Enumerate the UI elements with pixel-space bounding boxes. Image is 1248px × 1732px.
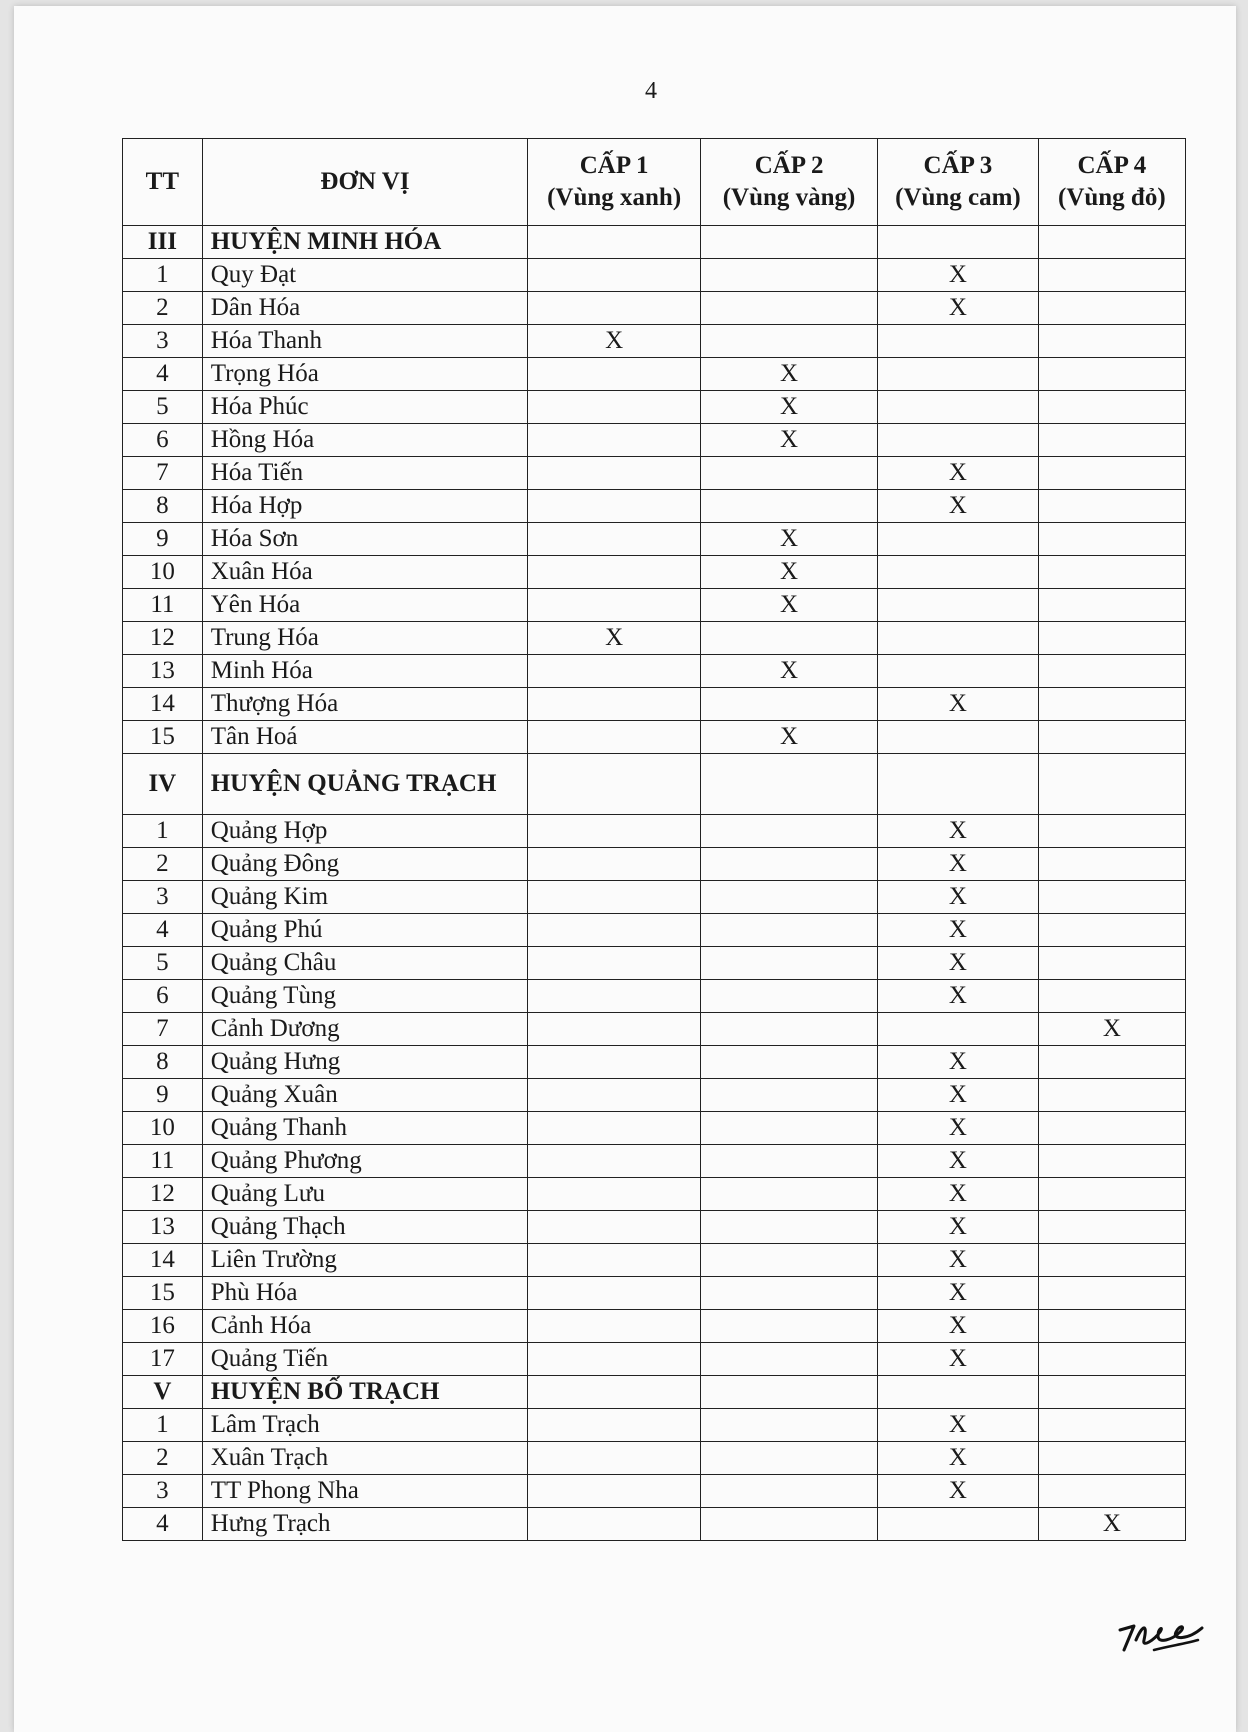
level-mark: X	[528, 325, 701, 358]
table-row	[123, 947, 1186, 980]
unit-level-table	[122, 138, 1186, 1541]
empty-cell	[528, 1475, 701, 1508]
empty-cell	[878, 226, 1039, 259]
empty-cell	[528, 1310, 701, 1343]
level-mark: X	[878, 1145, 1039, 1178]
row-number: 14	[123, 688, 203, 721]
empty-cell	[1038, 259, 1185, 292]
unit-name: Xuân Trạch	[202, 1442, 528, 1475]
unit-name: Quảng Hợp	[202, 815, 528, 848]
level-mark: X	[700, 721, 877, 754]
empty-cell	[528, 358, 701, 391]
empty-cell	[1038, 1145, 1185, 1178]
empty-cell	[528, 881, 701, 914]
empty-cell	[528, 424, 701, 457]
level-mark: X	[878, 1409, 1039, 1442]
row-number: 12	[123, 1178, 203, 1211]
row-number: 4	[123, 914, 203, 947]
empty-cell	[1038, 1178, 1185, 1211]
empty-cell	[528, 1211, 701, 1244]
table-row	[123, 688, 1186, 721]
level-mark: X	[878, 848, 1039, 881]
empty-cell	[700, 881, 877, 914]
table-row	[123, 1079, 1186, 1112]
level-mark: X	[878, 1211, 1039, 1244]
empty-cell	[878, 1013, 1039, 1046]
unit-name: Liên Trường	[202, 1244, 528, 1277]
level-mark: X	[878, 815, 1039, 848]
row-number: 4	[123, 1508, 203, 1541]
empty-cell	[700, 1244, 877, 1277]
row-number: 6	[123, 980, 203, 1013]
empty-cell	[528, 688, 701, 721]
unit-name: TT Phong Nha	[202, 1475, 528, 1508]
row-number: 2	[123, 1442, 203, 1475]
empty-cell	[700, 1013, 877, 1046]
empty-cell	[700, 1112, 877, 1145]
table-row	[123, 914, 1186, 947]
table-row	[123, 622, 1186, 655]
empty-cell	[528, 1046, 701, 1079]
empty-cell	[878, 721, 1039, 754]
header-level-3	[878, 139, 1039, 226]
unit-name: Thượng Hóa	[202, 688, 528, 721]
unit-name: Xuân Hóa	[202, 556, 528, 589]
empty-cell	[528, 259, 701, 292]
empty-cell	[878, 325, 1039, 358]
unit-name: Hóa Hợp	[202, 490, 528, 523]
empty-cell	[1038, 721, 1185, 754]
section-row	[123, 1376, 1186, 1409]
level-mark: X	[878, 457, 1039, 490]
table-row	[123, 1112, 1186, 1145]
empty-cell	[528, 655, 701, 688]
level-mark: X	[1038, 1013, 1185, 1046]
empty-cell	[1038, 754, 1185, 815]
empty-cell	[1038, 490, 1185, 523]
empty-cell	[1038, 1442, 1185, 1475]
empty-cell	[1038, 556, 1185, 589]
empty-cell	[528, 457, 701, 490]
level-mark: X	[700, 358, 877, 391]
unit-name: Dân Hóa	[202, 292, 528, 325]
table-row	[123, 358, 1186, 391]
empty-cell	[1038, 914, 1185, 947]
table-row	[123, 1310, 1186, 1343]
level-mark: X	[700, 655, 877, 688]
section-code: IV	[123, 754, 203, 815]
empty-cell	[1038, 358, 1185, 391]
header-unit: ĐƠN VỊ	[202, 139, 528, 226]
empty-cell	[1038, 622, 1185, 655]
empty-cell	[1038, 1079, 1185, 1112]
unit-name: Quảng Thạch	[202, 1211, 528, 1244]
row-number: 5	[123, 947, 203, 980]
section-code: III	[123, 226, 203, 259]
level-mark: X	[878, 292, 1039, 325]
empty-cell	[700, 1277, 877, 1310]
empty-cell	[528, 490, 701, 523]
empty-cell	[700, 292, 877, 325]
empty-cell	[1038, 688, 1185, 721]
section-title: HUYỆN MINH HÓA	[202, 226, 528, 259]
table-row	[123, 457, 1186, 490]
table-row	[123, 490, 1186, 523]
header-tt: TT	[123, 139, 203, 226]
empty-cell	[528, 914, 701, 947]
empty-cell	[700, 1079, 877, 1112]
empty-cell	[1038, 1409, 1185, 1442]
table-row	[123, 1508, 1186, 1541]
level-mark: X	[878, 1178, 1039, 1211]
unit-name: Quảng Tùng	[202, 980, 528, 1013]
empty-cell	[1038, 424, 1185, 457]
empty-cell	[1038, 1310, 1185, 1343]
empty-cell	[528, 980, 701, 1013]
empty-cell	[528, 226, 701, 259]
empty-cell	[700, 980, 877, 1013]
empty-cell	[1038, 1343, 1185, 1376]
empty-cell	[1038, 848, 1185, 881]
empty-cell	[1038, 1244, 1185, 1277]
row-number: 1	[123, 1409, 203, 1442]
level-mark: X	[878, 1343, 1039, 1376]
unit-name: Quảng Hưng	[202, 1046, 528, 1079]
unit-name: Hưng Trạch	[202, 1508, 528, 1541]
empty-cell	[528, 947, 701, 980]
level-mark: X	[700, 589, 877, 622]
table-row	[123, 259, 1186, 292]
empty-cell	[700, 1343, 877, 1376]
empty-cell	[700, 914, 877, 947]
row-number: 6	[123, 424, 203, 457]
unit-name: Phù Hóa	[202, 1277, 528, 1310]
unit-name: Cảnh Dương	[202, 1013, 528, 1046]
empty-cell	[1038, 523, 1185, 556]
header-level-2-zone: (Vùng vàng)	[722, 184, 856, 211]
empty-cell	[528, 815, 701, 848]
unit-name: Yên Hóa	[202, 589, 528, 622]
empty-cell	[1038, 457, 1185, 490]
empty-cell	[528, 1079, 701, 1112]
header-level-1	[528, 139, 701, 226]
empty-cell	[700, 325, 877, 358]
table-row	[123, 589, 1186, 622]
level-mark: X	[878, 1475, 1039, 1508]
header-level-3-label: CẤP 3	[923, 152, 993, 179]
empty-cell	[700, 622, 877, 655]
empty-cell	[528, 523, 701, 556]
empty-cell	[528, 1508, 701, 1541]
row-number: 14	[123, 1244, 203, 1277]
row-number: 2	[123, 848, 203, 881]
empty-cell	[878, 556, 1039, 589]
level-mark: X	[878, 1244, 1039, 1277]
row-number: 7	[123, 1013, 203, 1046]
empty-cell	[700, 1178, 877, 1211]
empty-cell	[700, 815, 877, 848]
empty-cell	[528, 754, 701, 815]
header-level-2	[700, 139, 877, 226]
table-row	[123, 1145, 1186, 1178]
empty-cell	[528, 1343, 701, 1376]
empty-cell	[700, 848, 877, 881]
empty-cell	[700, 688, 877, 721]
unit-name: Hóa Thanh	[202, 325, 528, 358]
empty-cell	[1038, 655, 1185, 688]
row-number: 17	[123, 1343, 203, 1376]
empty-cell	[878, 424, 1039, 457]
table-row	[123, 1046, 1186, 1079]
row-number: 11	[123, 589, 203, 622]
unit-name: Hóa Phúc	[202, 391, 528, 424]
empty-cell	[528, 721, 701, 754]
unit-name: Quảng Thanh	[202, 1112, 528, 1145]
level-mark: X	[700, 523, 877, 556]
unit-name: Minh Hóa	[202, 655, 528, 688]
empty-cell	[1038, 1112, 1185, 1145]
table-row	[123, 815, 1186, 848]
empty-cell	[1038, 1046, 1185, 1079]
row-number: 16	[123, 1310, 203, 1343]
level-mark: X	[878, 688, 1039, 721]
table-row	[123, 848, 1186, 881]
unit-name: Quảng Châu	[202, 947, 528, 980]
row-number: 8	[123, 1046, 203, 1079]
empty-cell	[878, 589, 1039, 622]
table-body	[123, 226, 1186, 1541]
empty-cell	[528, 292, 701, 325]
unit-name: Hồng Hóa	[202, 424, 528, 457]
section-title: HUYỆN BỐ TRẠCH	[202, 1376, 528, 1409]
empty-cell	[1038, 1376, 1185, 1409]
unit-name: Hóa Sơn	[202, 523, 528, 556]
empty-cell	[1038, 815, 1185, 848]
table-row	[123, 1178, 1186, 1211]
empty-cell	[700, 1475, 877, 1508]
table-row	[123, 1211, 1186, 1244]
empty-cell	[528, 1244, 701, 1277]
empty-cell	[1038, 1475, 1185, 1508]
level-mark: X	[878, 1112, 1039, 1145]
level-mark: X	[878, 1442, 1039, 1475]
empty-cell	[528, 1112, 701, 1145]
signature-mark	[1114, 1610, 1210, 1656]
section-code: V	[123, 1376, 203, 1409]
document-page	[14, 6, 1236, 1732]
table-row	[123, 424, 1186, 457]
empty-cell	[1038, 947, 1185, 980]
empty-cell	[878, 622, 1039, 655]
header-level-4-label: CẤP 4	[1077, 152, 1147, 179]
row-number: 15	[123, 1277, 203, 1310]
level-mark: X	[878, 1310, 1039, 1343]
row-number: 13	[123, 1211, 203, 1244]
empty-cell	[528, 1277, 701, 1310]
unit-name: Lâm Trạch	[202, 1409, 528, 1442]
empty-cell	[700, 226, 877, 259]
empty-cell	[528, 1178, 701, 1211]
empty-cell	[1038, 292, 1185, 325]
empty-cell	[700, 1442, 877, 1475]
empty-cell	[878, 391, 1039, 424]
row-number: 5	[123, 391, 203, 424]
empty-cell	[1038, 226, 1185, 259]
unit-name: Quảng Lưu	[202, 1178, 528, 1211]
empty-cell	[700, 1376, 877, 1409]
empty-cell	[1038, 1211, 1185, 1244]
table-row	[123, 721, 1186, 754]
unit-name: Trung Hóa	[202, 622, 528, 655]
row-number: 15	[123, 721, 203, 754]
level-mark: X	[1038, 1508, 1185, 1541]
empty-cell	[878, 1376, 1039, 1409]
empty-cell	[700, 1046, 877, 1079]
empty-cell	[1038, 325, 1185, 358]
empty-cell	[1038, 980, 1185, 1013]
empty-cell	[528, 848, 701, 881]
empty-cell	[528, 556, 701, 589]
empty-cell	[878, 358, 1039, 391]
row-number: 7	[123, 457, 203, 490]
row-number: 3	[123, 325, 203, 358]
empty-cell	[700, 457, 877, 490]
level-mark: X	[878, 490, 1039, 523]
row-number: 4	[123, 358, 203, 391]
header-level-1-zone: (Vùng xanh)	[547, 184, 682, 211]
empty-cell	[700, 490, 877, 523]
section-row	[123, 754, 1186, 815]
table-row	[123, 1409, 1186, 1442]
table-row	[123, 523, 1186, 556]
unit-name: Hóa Tiến	[202, 457, 528, 490]
unit-name: Quảng Phương	[202, 1145, 528, 1178]
table-row	[123, 881, 1186, 914]
level-mark: X	[878, 1079, 1039, 1112]
empty-cell	[700, 1145, 877, 1178]
header-level-2-label: CẤP 2	[754, 152, 824, 179]
table-row	[123, 1442, 1186, 1475]
unit-name: Quảng Phú	[202, 914, 528, 947]
row-number: 3	[123, 1475, 203, 1508]
header-level-1-label: CẤP 1	[579, 152, 649, 179]
unit-name: Quảng Xuân	[202, 1079, 528, 1112]
empty-cell	[1038, 391, 1185, 424]
empty-cell	[528, 1145, 701, 1178]
unit-name: Tân Hoá	[202, 721, 528, 754]
unit-name: Cảnh Hóa	[202, 1310, 528, 1343]
table-row	[123, 1475, 1186, 1508]
empty-cell	[1038, 589, 1185, 622]
table-header-row	[123, 139, 1186, 226]
empty-cell	[700, 1409, 877, 1442]
empty-cell	[700, 1310, 877, 1343]
level-mark: X	[700, 391, 877, 424]
empty-cell	[528, 589, 701, 622]
row-number: 2	[123, 292, 203, 325]
table-row	[123, 655, 1186, 688]
unit-name: Quy Đạt	[202, 259, 528, 292]
row-number: 8	[123, 490, 203, 523]
empty-cell	[700, 1211, 877, 1244]
row-number: 9	[123, 523, 203, 556]
table-row	[123, 325, 1186, 358]
level-mark: X	[878, 1277, 1039, 1310]
empty-cell	[1038, 1277, 1185, 1310]
empty-cell	[1038, 881, 1185, 914]
level-mark: X	[878, 947, 1039, 980]
row-number: 10	[123, 1112, 203, 1145]
level-mark: X	[878, 1046, 1039, 1079]
empty-cell	[700, 754, 877, 815]
level-mark: X	[878, 914, 1039, 947]
row-number: 10	[123, 556, 203, 589]
section-title: HUYỆN QUẢNG TRẠCH	[202, 754, 528, 815]
unit-name: Quảng Tiến	[202, 1343, 528, 1376]
row-number: 1	[123, 815, 203, 848]
level-mark: X	[700, 424, 877, 457]
table-row	[123, 980, 1186, 1013]
header-level-4	[1038, 139, 1185, 226]
header-level-4-zone: (Vùng đỏ)	[1058, 184, 1166, 211]
empty-cell	[528, 391, 701, 424]
level-mark: X	[528, 622, 701, 655]
table-row	[123, 391, 1186, 424]
empty-cell	[878, 1508, 1039, 1541]
empty-cell	[528, 1442, 701, 1475]
row-number: 13	[123, 655, 203, 688]
row-number: 1	[123, 259, 203, 292]
table-row	[123, 556, 1186, 589]
unit-name: Quảng Đông	[202, 848, 528, 881]
level-mark: X	[878, 259, 1039, 292]
row-number: 11	[123, 1145, 203, 1178]
empty-cell	[878, 754, 1039, 815]
empty-cell	[528, 1409, 701, 1442]
table-row	[123, 1013, 1186, 1046]
empty-cell	[700, 947, 877, 980]
level-mark: X	[878, 881, 1039, 914]
section-row	[123, 226, 1186, 259]
unit-name: Quảng Kim	[202, 881, 528, 914]
row-number: 12	[123, 622, 203, 655]
empty-cell	[878, 655, 1039, 688]
empty-cell	[528, 1013, 701, 1046]
row-number: 3	[123, 881, 203, 914]
level-mark: X	[700, 556, 877, 589]
table-row	[123, 1343, 1186, 1376]
table-row	[123, 292, 1186, 325]
empty-cell	[700, 1508, 877, 1541]
level-mark: X	[878, 980, 1039, 1013]
empty-cell	[878, 523, 1039, 556]
empty-cell	[700, 259, 877, 292]
header-level-3-zone: (Vùng cam)	[895, 184, 1021, 211]
page-number: 4	[645, 78, 657, 104]
table-row	[123, 1244, 1186, 1277]
unit-name: Trọng Hóa	[202, 358, 528, 391]
table-row	[123, 1277, 1186, 1310]
empty-cell	[528, 1376, 701, 1409]
row-number: 9	[123, 1079, 203, 1112]
